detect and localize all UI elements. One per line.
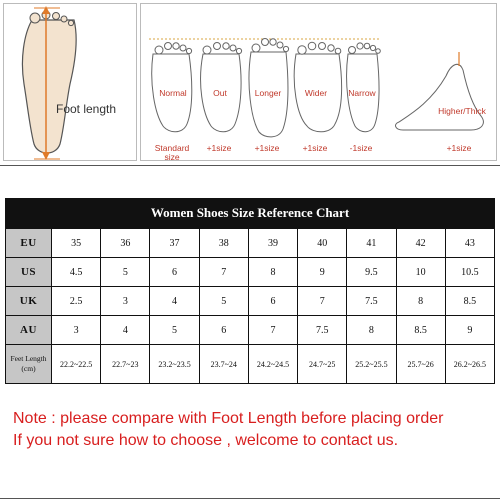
row-header: Feet Length (cm) — [6, 345, 52, 384]
table-cell: 23.7~24 — [199, 345, 248, 384]
table-cell: 9.5 — [347, 258, 396, 287]
table-cell: 10.5 — [445, 258, 494, 287]
foot-type-longer: Longer — [254, 88, 282, 98]
table-cell: 24.2~24.5 — [248, 345, 297, 384]
table-cell: 39 — [248, 229, 297, 258]
table-cell: 7.5 — [347, 287, 396, 316]
table-cell: 9 — [298, 258, 347, 287]
foot-type-out: Out — [213, 88, 227, 98]
size-change-out: +1size — [206, 143, 232, 153]
foot-types-panel — [140, 3, 497, 161]
table-cell: 25.2~25.5 — [347, 345, 396, 384]
table-cell: 42 — [396, 229, 445, 258]
table-cell: 3 — [101, 287, 150, 316]
size-change-normal: Standard size — [154, 143, 190, 162]
size-reference-table — [5, 228, 495, 384]
table-cell: 22.7~23 — [101, 345, 150, 384]
foot-length-label: Foot length — [56, 102, 117, 116]
size-change-narrow: -1size — [349, 143, 373, 153]
table-cell: 8 — [396, 287, 445, 316]
table-cell: 10 — [396, 258, 445, 287]
table-cell: 37 — [150, 229, 199, 258]
foot-type-narrow: Narrow — [348, 88, 376, 98]
table-row — [6, 316, 495, 345]
row-header: UK — [6, 287, 52, 316]
table-cell: 8 — [347, 316, 396, 345]
foot-type-wider: Wider — [304, 88, 328, 98]
foot-type-higher-thick: Higher/Thick — [438, 106, 486, 116]
table-cell: 24.7~25 — [298, 345, 347, 384]
note-compare-foot-length: Note : please compare with Foot Length before placing order — [13, 410, 444, 427]
table-cell: 8.5 — [445, 287, 494, 316]
wider-foot-icon — [294, 42, 341, 132]
foot-outline-icon — [4, 4, 138, 162]
table-cell: 7.5 — [298, 316, 347, 345]
table-cell: 2.5 — [52, 287, 101, 316]
high-arch-foot-icon — [396, 52, 484, 130]
table-cell: 4 — [150, 287, 199, 316]
table-cell: 6 — [199, 316, 248, 345]
table-row — [6, 258, 495, 287]
table-cell: 5 — [101, 258, 150, 287]
chart-title: Women Shoes Size Reference Chart — [5, 198, 495, 228]
table-cell: 40 — [298, 229, 347, 258]
table-row — [6, 229, 495, 258]
table-cell: 38 — [199, 229, 248, 258]
size-change-higher-thick: +1size — [446, 143, 472, 153]
table-cell: 41 — [347, 229, 396, 258]
size-change-wider: +1size — [302, 143, 328, 153]
table-cell: 7 — [248, 316, 297, 345]
table-cell: 8.5 — [396, 316, 445, 345]
foot-type-normal: Normal — [159, 88, 187, 98]
foot-length-panel — [3, 3, 137, 161]
table-row — [6, 287, 495, 316]
table-cell: 5 — [199, 287, 248, 316]
foot-types-illustration — [141, 4, 498, 162]
table-cell: 35 — [52, 229, 101, 258]
row-header: EU — [6, 229, 52, 258]
table-row — [6, 345, 495, 384]
table-cell: 8 — [248, 258, 297, 287]
table-cell: 6 — [248, 287, 297, 316]
table-cell: 43 — [445, 229, 494, 258]
table-cell: 25.7~26 — [396, 345, 445, 384]
table-cell: 36 — [101, 229, 150, 258]
table-cell: 26.2~26.5 — [445, 345, 494, 384]
table-cell: 22.2~22.5 — [52, 345, 101, 384]
row-header: US — [6, 258, 52, 287]
row-header: AU — [6, 316, 52, 345]
table-cell: 7 — [199, 258, 248, 287]
table-cell: 7 — [298, 287, 347, 316]
table-cell: 3 — [52, 316, 101, 345]
table-cell: 6 — [150, 258, 199, 287]
table-cell: 23.2~23.5 — [150, 345, 199, 384]
table-cell: 9 — [445, 316, 494, 345]
size-change-longer: +1size — [254, 143, 280, 153]
table-cell: 5 — [150, 316, 199, 345]
note-contact-us: If you not sure how to choose , welcome to contact us. — [13, 432, 399, 449]
table-cell: 4.5 — [52, 258, 101, 287]
table-cell: 4 — [101, 316, 150, 345]
